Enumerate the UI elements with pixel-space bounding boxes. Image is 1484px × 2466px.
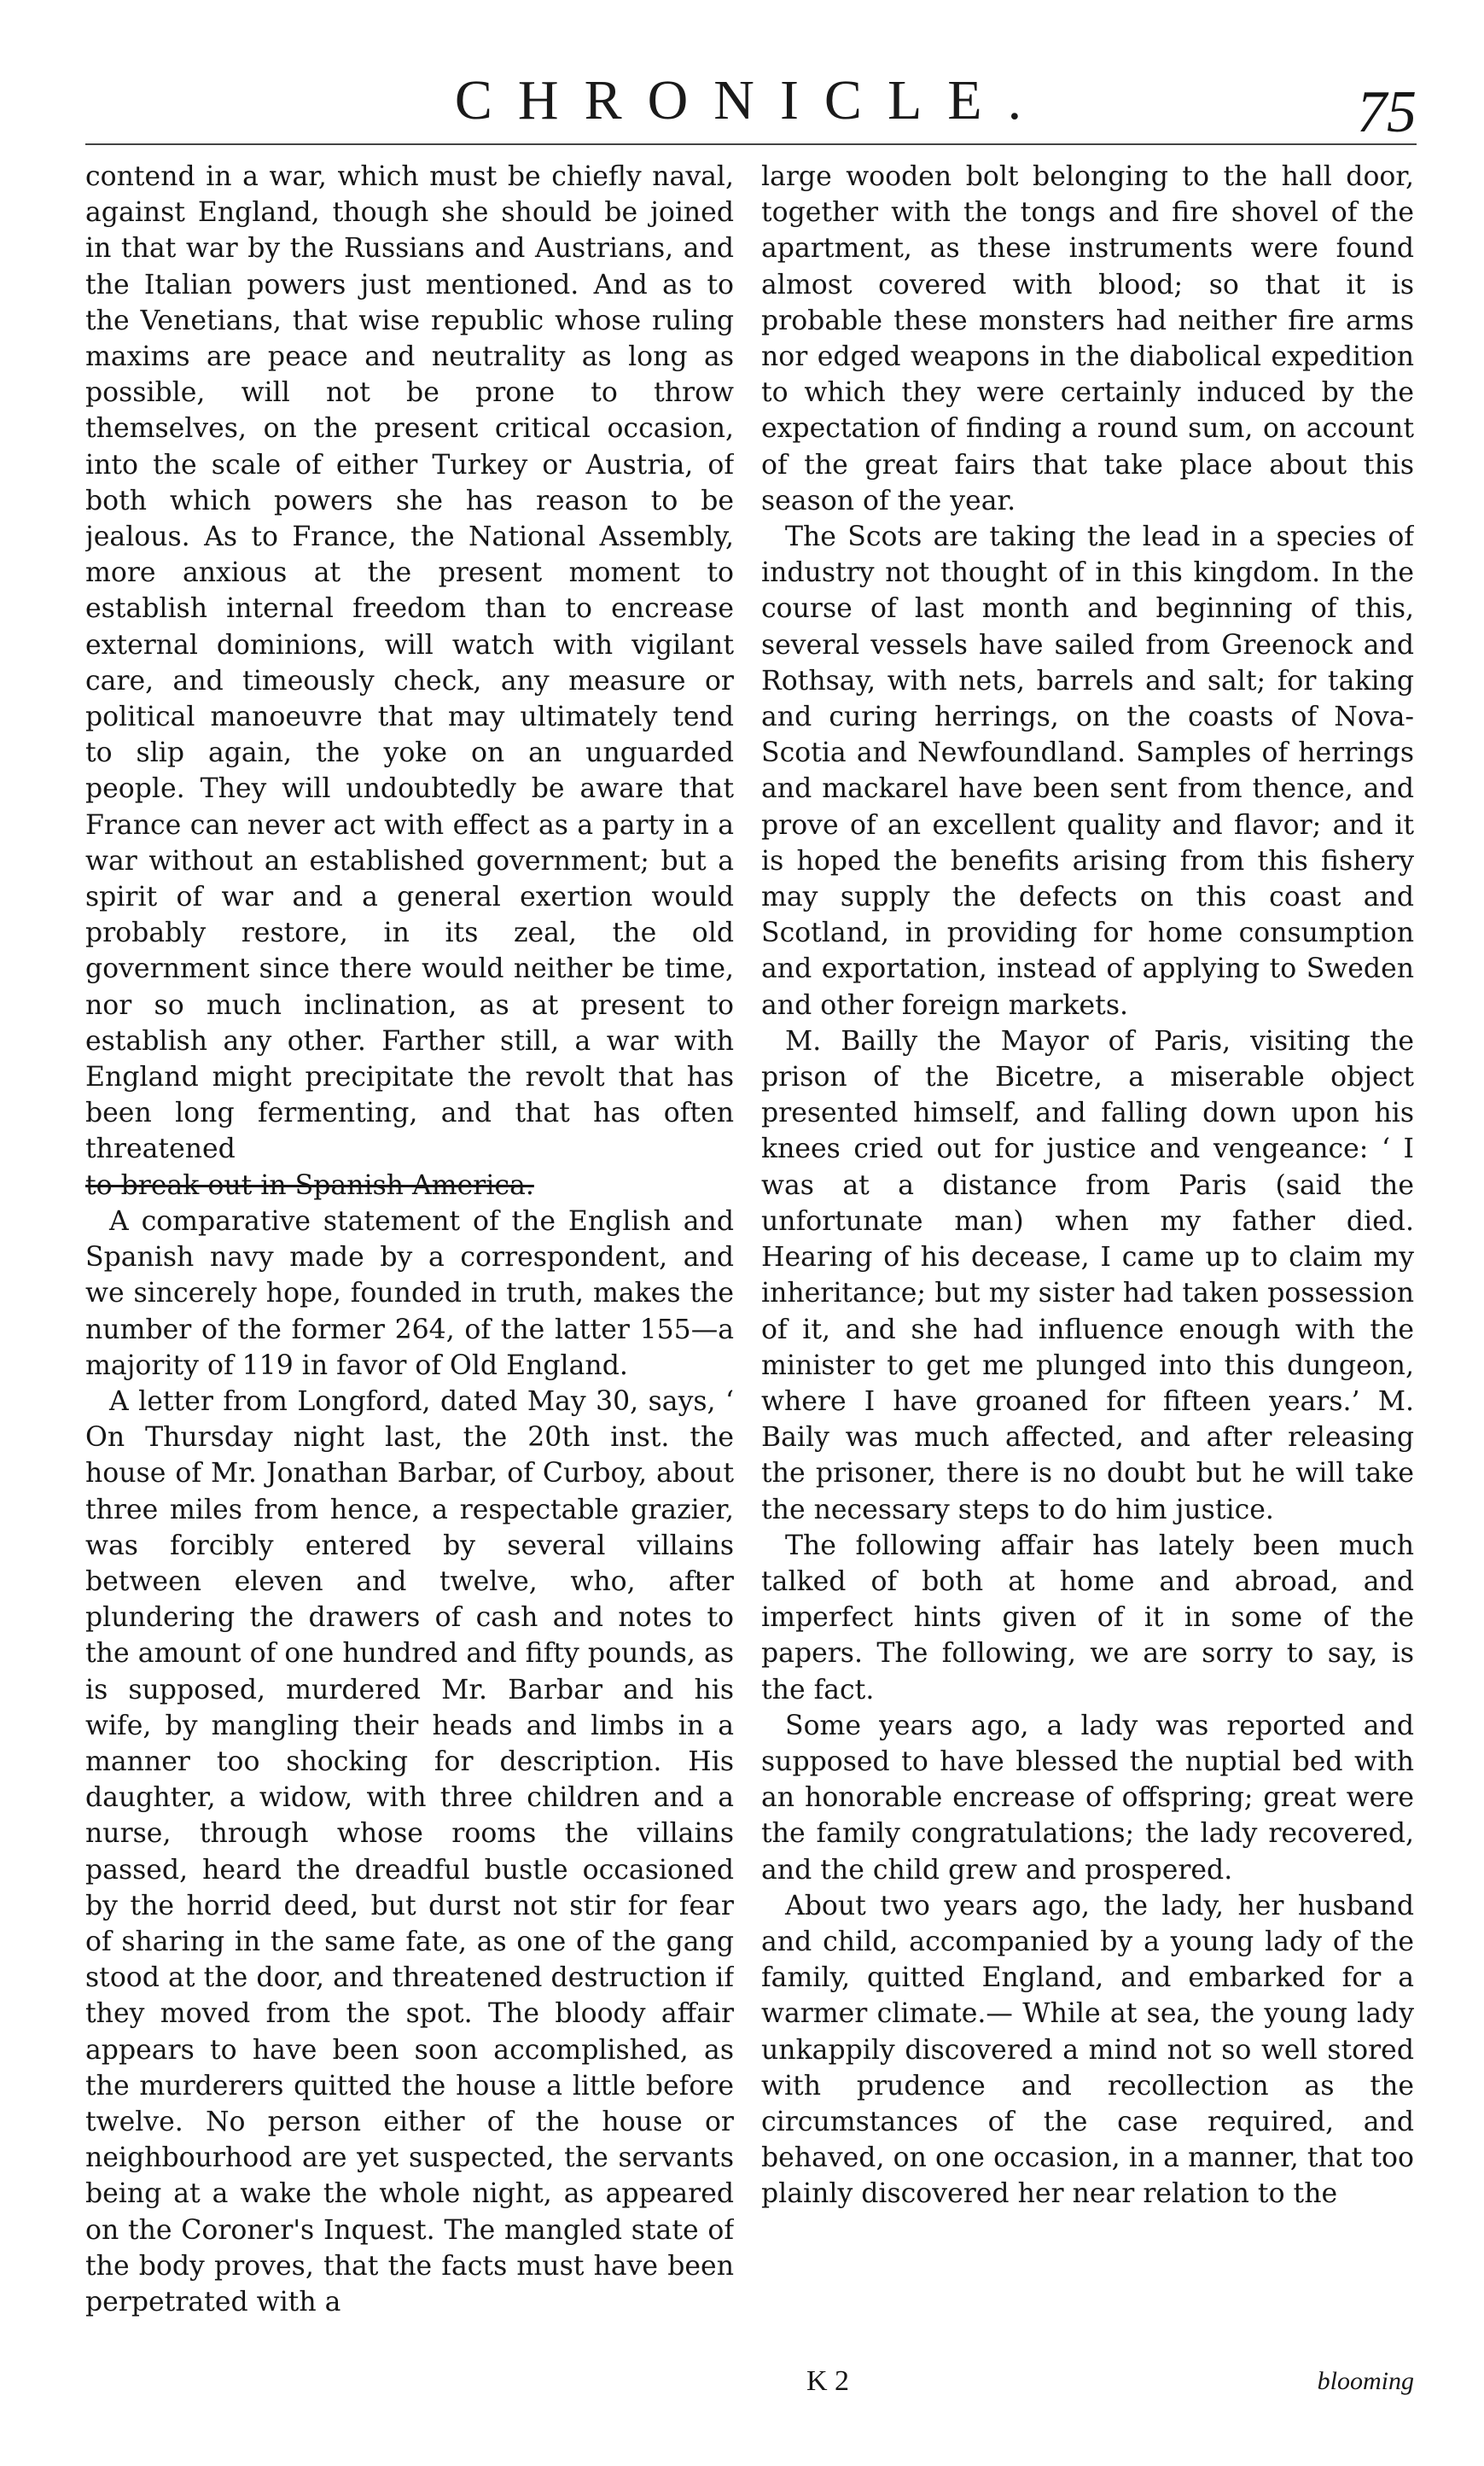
- paragraph-following-affair: The following affair has lately been much talked of both at home and abroad, and imperfect hints given of it in some of the papers. The following, we are sorry to say, is the fact.: [761, 1530, 1414, 1705]
- paragraph-continued: contend in a war, which must be chiefly naval, against England, though she should be joined in that war by the Russians and Austrians, and the Italian powers just mentioned. And as to the Venetians, that wise republic whose ruling maxims are peace and neutrality as long as possible, will not be prone to throw themselves, on the present critical occasion, into the scale of either Turkey or Austria, of both which powers she has reason to be jealous. As to France, the National Assembly, more anxious at the present moment to establish internal freedom than to encrease external dominions, will watch with vigilant care, and timeously check, any measure or political manoeuvre that may ultimately tend to slip again, the yoke on an unguarded people. They will undoubtedly be aware that France can never act with effect as a party in a war without an established government; but a spirit of war and a general exertion would probably restore, in its zeal, the old government since there would neither be time, nor so much inclination, as at present to establish any other. Farther still, a war with England might precipitate the revolt that has been long fermenting, and that has often threatened: [85, 161, 734, 1165]
- paragraph-two-years-ago: About two years ago, the lady, her husband and child, accompanied by a young lady of the family, quitted England, and embarked for a warmer climate.— While at sea, the young lady unkappily discovered a mind not so well stored with prudence and recollection as the circumstances of the case required, and behaved, on one occasion, in a manner, that too plainly discovered her near relation to the: [761, 1890, 1414, 2210]
- signature-mark: K 2: [806, 2365, 850, 2397]
- running-head: CHRONICLE.: [454, 69, 1048, 131]
- paragraph-navy-statement: A comparative statement of the English and Spanish navy made by a correspondent, and we sincerely hope, founded in truth, makes the number of the former 264, of the latter 155—a majority of 119 in favor of Old England.: [85, 1205, 734, 1381]
- left-column: [85, 159, 734, 2378]
- paragraph-bailly-bicetre: M. Bailly the Mayor of Paris, visiting the prison of the Bicetre, a miserable object presented himself, and falling down upon his knees cried out for justice and vengeance: ‘ I was at a distance from Paris (said the unfortunate man) when my father died. Hearing of his decease, I came up to claim my inheritance; but my sister had taken possession of it, and she had influence enough with the minister to get me plunged into this dungeon, where I have groaned for fifteen years.’ M. Baily was much affected, and after releasing the prisoner, there is no doubt but he will take the necessary steps to do him justice.: [761, 1025, 1414, 1525]
- catchword: blooming: [1317, 2367, 1414, 2395]
- paragraph-some-years-ago: Some years ago, a lady was reported and supposed to have blessed the nuptial bed with an honorable encrease of offspring; great were the family congratulations; the lady recovered, and the child grew and prospered.: [761, 1710, 1414, 1886]
- paragraph-continued-right: large wooden bolt belonging to the hall door, together with the tongs and fire shovel of the apartment, as these instruments were found almost covered with blood; so that it is probable these monsters had neither fire arms nor edged weapons in the diabolical expedition to which they were certainly induced by the expectation of finding a round sum, on account of the great fairs that take place about this season of the year.: [761, 161, 1414, 516]
- paragraph-longford-letter: A letter from Longford, dated May 30, says, ‘ On Thursday night last, the 20th inst. the house of Mr. Jonathan Barbar, of Curboy, about three miles from hence, a respectable grazier, was forcibly entered by several villains between eleven and twelve, who, after plundering the drawers of cash and notes to the amount of one hundred and fifty pounds, as is supposed, murdered Mr. Barbar and his wife, by mangling their heads and limbs in a manner too shocking for description. His daughter, a widow, with three children and a nurse, through whose rooms the villains passed, heard the dreadful bustle occasioned by the horrid deed, but durst not stir for fear of sharing in the same fate, as one of the gang stood at the door, and threatened destruction if they moved from the spot. The bloody affair appears to have been soon accomplished, as the murderers quitted the house a little before twelve. No person either of the house or neighbourhood are yet suspected, the servants being at a wake the whole night, as appeared on the Coroner's Inquest. The mangled state of the body proves, that the facts must have been perpetrated with a: [85, 1385, 734, 2317]
- paragraph-struck-line: to break out in Spanish America.: [85, 1169, 534, 1201]
- page-number: 75: [1357, 79, 1417, 145]
- right-column: [761, 159, 1414, 2378]
- header-rule: [85, 143, 1417, 145]
- paragraph-scots-fishery: The Scots are taking the lead in a species of industry not thought of in this kingdom. In the course of last month and beginning of this, several vessels have sailed from Greenock and Rothsay, with nets, barrels and salt; for taking and curing herrings, on the coasts of Nova-Scotia and Newfoundland. Samples of herrings and mackarel have been sent from thence, and prove of an excellent quality and flavor; and it is hoped the benefits arising from this fishery may supply the defects on this coast and Scotland, in providing for home consumption and exportation, instead of applying to Sweden and other foreign markets.: [761, 522, 1414, 1021]
